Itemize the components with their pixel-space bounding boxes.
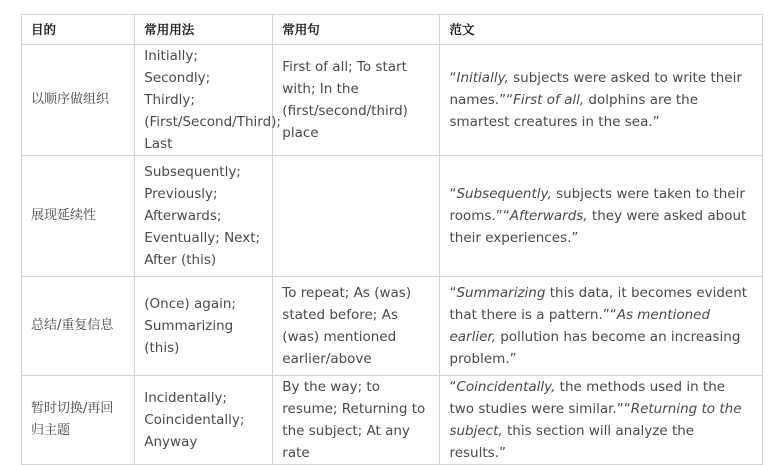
header-sentence: 常用句 [273,15,440,45]
example-cell [440,277,763,376]
purpose-cell: 以顺序做组织 [22,45,135,156]
usage-cell: Initially; Secondly; Thirdly; (First/Second/Third); Last [135,45,273,156]
example-text-2: pollution has become an increasing problem.” [449,329,741,367]
usage-cell: Incidentally; Coincidentally; Anyway [135,376,273,465]
example-italic-2: First of all, [513,92,585,108]
sentence-cell [273,156,440,277]
example-text-1: the methods used in the two studies were similar.”“ [449,379,726,417]
header-example: 范文 [440,15,763,45]
usage-cell: Subsequently; Previously; Afterwards; Eventually; Next; After (this) [135,156,273,277]
example-italic-2: Returning to the subject, [449,401,742,439]
table-row [22,277,763,376]
sentence-cell: First of all; To start with; In the (first/second/third) place [273,45,440,156]
transition-words-table [21,14,763,465]
example-text-1: subjects were asked to write their names.”“ [449,70,742,108]
example-italic-1: Coincidentally, [456,379,556,395]
example-text-1: this data, it becomes evident that there is a pattern.”“ [449,285,748,323]
header-usage: 常用用法 [135,15,273,45]
example-text-1: subjects were taken to their rooms.”“ [449,186,745,224]
table-row [22,156,763,277]
example-cell [440,156,763,277]
purpose-cell: 总结/重复信息 [22,277,135,376]
open-quote: “ [449,186,457,202]
open-quote: “ [449,285,457,301]
table-row [22,45,763,156]
purpose-cell: 展现延续性 [22,156,135,277]
example-italic-1: Initially, [456,70,509,86]
sentence-cell: To repeat; As (was) stated before; As (was) mentioned earlier/above [273,277,440,376]
example-text-2: they were asked about their experiences.” [449,208,747,246]
open-quote: “ [449,379,457,395]
open-quote: “ [449,70,457,86]
example-italic-2: As mentioned earlier, [449,307,711,345]
sentence-cell: By the way; to resume; Returning to the subject; At any rate [273,376,440,465]
example-cell [440,45,763,156]
example-text-2: dolphins are the smartest creatures in the sea.” [449,92,699,130]
example-text-2: this section will analyze the results.” [449,423,695,461]
example-italic-2: Afterwards, [509,208,588,224]
header-purpose: 目的 [22,15,135,45]
purpose-cell: 暂时切换/再回归主题 [22,376,135,465]
table-header-row [22,15,763,45]
example-italic-1: Summarizing [456,285,546,301]
table-row [22,376,763,465]
usage-cell: (Once) again; Summarizing (this) [135,277,273,376]
example-italic-1: Subsequently, [456,186,552,202]
example-cell [440,376,763,465]
